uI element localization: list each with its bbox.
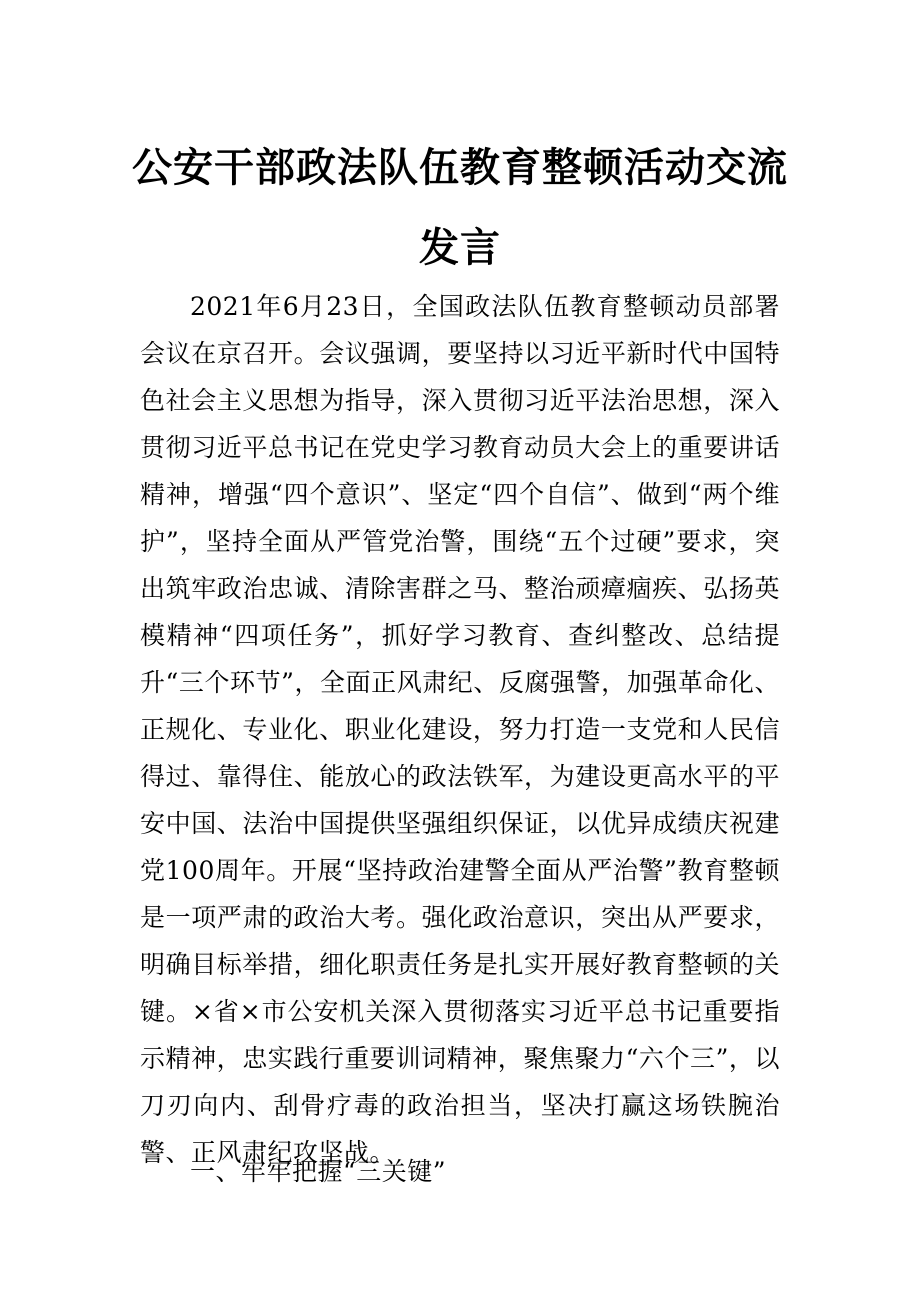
document-title: 公安干部政法队伍教育整顿活动交流发言 — [132, 145, 788, 271]
body-paragraph: 2021年6月23日，全国政法队伍教育整顿动员部署会议在京召开。会议强调，要坚持以习近平新时代中国特色社会主义思想为指导，深入贯彻习近平法治思想，深入贯彻习近平总书记在党史学习教育动员大会上的重要讲话精神，增强“四个意识”、坚定“四个自信”、做到“两个维护”，坚持全面从严管党治警，围绕“五个过硬”要求，突出筑牢政治忠诚、清除害群之马、整治顽瘴痼疾、弘扬英模精神“四项任务”，抓好学习教育、查纠整改、总结提升“三个环节”，全面正风肃纪、反腐强警，加强革命化、正规化、专业化、职业化建设，努力打造一支党和人民信得过、靠得住、能放心的政法铁军，为建设更高水平的平安中国、法治中国提供坚强组织保证，以优异成绩庆祝建党100周年。开展“坚持政治建警全面从严治警”教育整顿是一项严肃的政治大考。强化政治意识，突出从严要求，明确目标举措，细化职责任务是扎实开展好教育整顿的关键。×省×市公安机关深入贯彻落实习近平总书记重要指示精神，忠实践行重要训词精神，聚焦聚力“六个三”，以刀刃向内、刮骨疗毒的政治担当，坚决打赢这场铁腕治警、正风肃纪攻坚战。 — [140, 292, 780, 1167]
section-heading: 一、牢牢把握“三关键” — [190, 1157, 447, 1186]
